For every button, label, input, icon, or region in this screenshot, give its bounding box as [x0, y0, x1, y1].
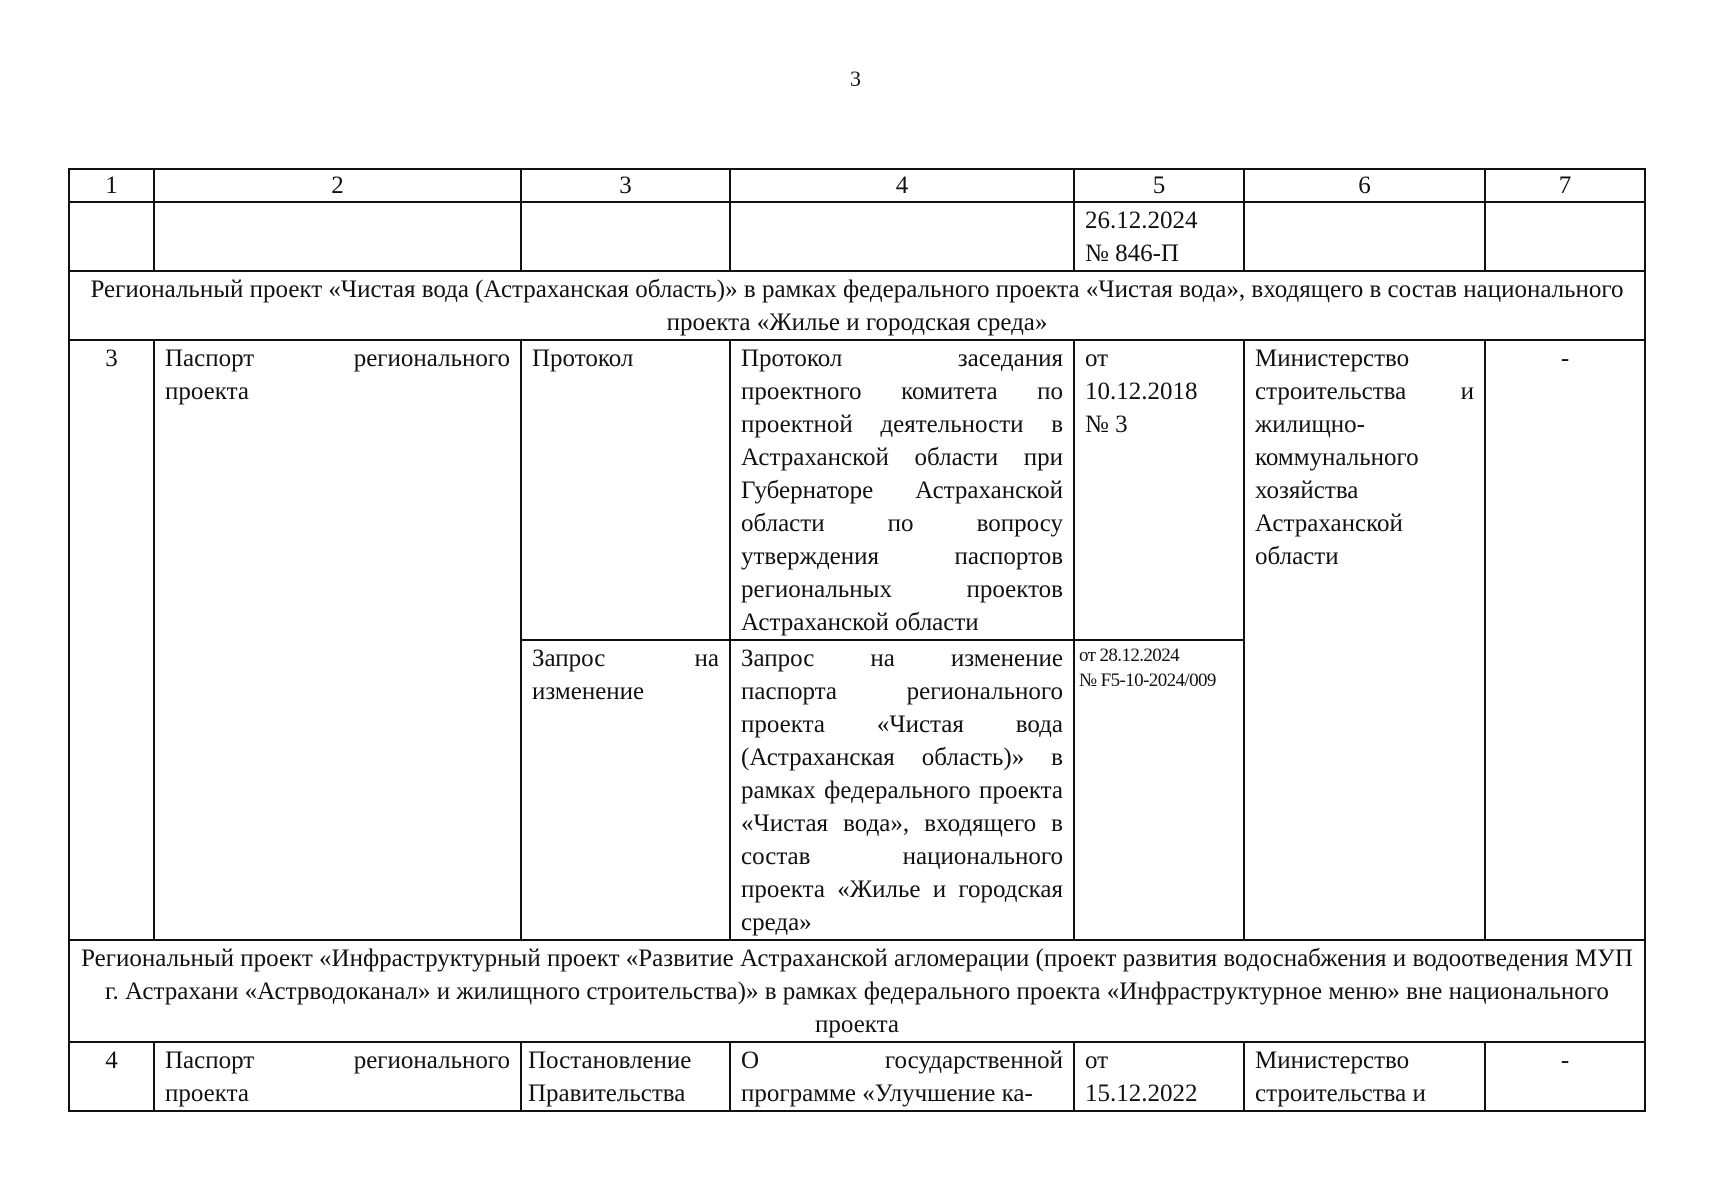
- row-number: 4: [69, 1042, 154, 1111]
- date-line: 10.12.2018: [1085, 378, 1198, 405]
- section-title: Региональный проект «Инфраструктурный проект «Развитие Астраханской агломерации (проект развития водоснабжения и водоотведения МУП г. Астрахани «Астрводоканал» и жилищного строительства)» в рамках федерального проекта «Инфраструктурное меню» вне национального проекта: [69, 940, 1645, 1042]
- column-header: 4: [730, 169, 1074, 202]
- column-header: 2: [154, 169, 521, 202]
- date-line: от 28.12.2024: [1079, 645, 1180, 666]
- document-name-word: проекта: [165, 1080, 249, 1107]
- note-cell: -: [1485, 1042, 1645, 1111]
- date-cell: [1074, 1042, 1244, 1111]
- document-name-word: регионального: [353, 1047, 510, 1074]
- table-row: [69, 340, 1645, 640]
- empty-cell: [730, 202, 1074, 271]
- document-title: О государственной программе «Улучшение ка-: [730, 1042, 1074, 1111]
- page-number: 3: [850, 66, 861, 91]
- registry-table: [68, 168, 1646, 1112]
- number-line: № 846-П: [1085, 240, 1179, 267]
- empty-cell: [1244, 202, 1485, 271]
- column-header: 3: [521, 169, 730, 202]
- continuation-row: [69, 202, 1645, 271]
- document-name-word: регионального: [353, 345, 510, 372]
- section-title: Региональный проект «Чистая вода (Астраханская область)» в рамках федерального проекта «Чистая вода», входящего в состав национального проекта «Жилье и городская среда»: [69, 271, 1645, 340]
- number-line: № 3: [1085, 411, 1128, 438]
- section-row: [69, 271, 1645, 340]
- date-cell: [1074, 640, 1244, 940]
- responsible-cell: Министерство строительства и: [1244, 1042, 1485, 1111]
- empty-cell: [1485, 202, 1645, 271]
- document-type: Постановление Правительства: [521, 1042, 730, 1111]
- empty-cell: [521, 202, 730, 271]
- document-name-cell: [154, 340, 521, 940]
- section-row: [69, 940, 1645, 1042]
- number-line: № F5-10-2024/009: [1079, 670, 1216, 691]
- note-cell: -: [1485, 340, 1645, 940]
- column-header: 7: [1485, 169, 1645, 202]
- row-number: 3: [69, 340, 154, 940]
- column-header: 5: [1074, 169, 1244, 202]
- document-title: Протокол заседания проектного комитета по проектной деятельности в Астраханской области при Губернаторе Астраханской области по вопросу утверждения паспортов региональных проектов Астраханской области: [730, 340, 1074, 640]
- date-cell: [1074, 202, 1244, 271]
- date-prefix: от: [1085, 345, 1109, 372]
- column-number-row: [69, 169, 1645, 202]
- document-name-word: проекта: [165, 378, 249, 405]
- date-line: 26.12.2024: [1085, 207, 1198, 234]
- date-line: 15.12.2022: [1085, 1080, 1198, 1107]
- document-title: Запрос на изменение паспорта регионального проекта «Чистая вода (Астраханская область)» в рамках федерального проекта «Чистая вода», входящего в состав национального проекта «Жилье и городская среда»: [730, 640, 1074, 940]
- column-header: 1: [69, 169, 154, 202]
- empty-cell: [154, 202, 521, 271]
- document-name-word: Паспорт: [165, 1047, 255, 1074]
- table-row: [69, 1042, 1645, 1111]
- date-prefix: от: [1085, 1047, 1109, 1074]
- column-header: 6: [1244, 169, 1485, 202]
- document-type: Протокол: [521, 340, 730, 640]
- document-name-cell: [154, 1042, 521, 1111]
- date-cell: [1074, 340, 1244, 640]
- document-name-word: Паспорт: [165, 345, 255, 372]
- empty-cell: [69, 202, 154, 271]
- responsible-cell: Министерство строительства и жилищно-коммунального хозяйства Астраханской области: [1244, 340, 1485, 940]
- document-type: Запрос на изменение: [521, 640, 730, 940]
